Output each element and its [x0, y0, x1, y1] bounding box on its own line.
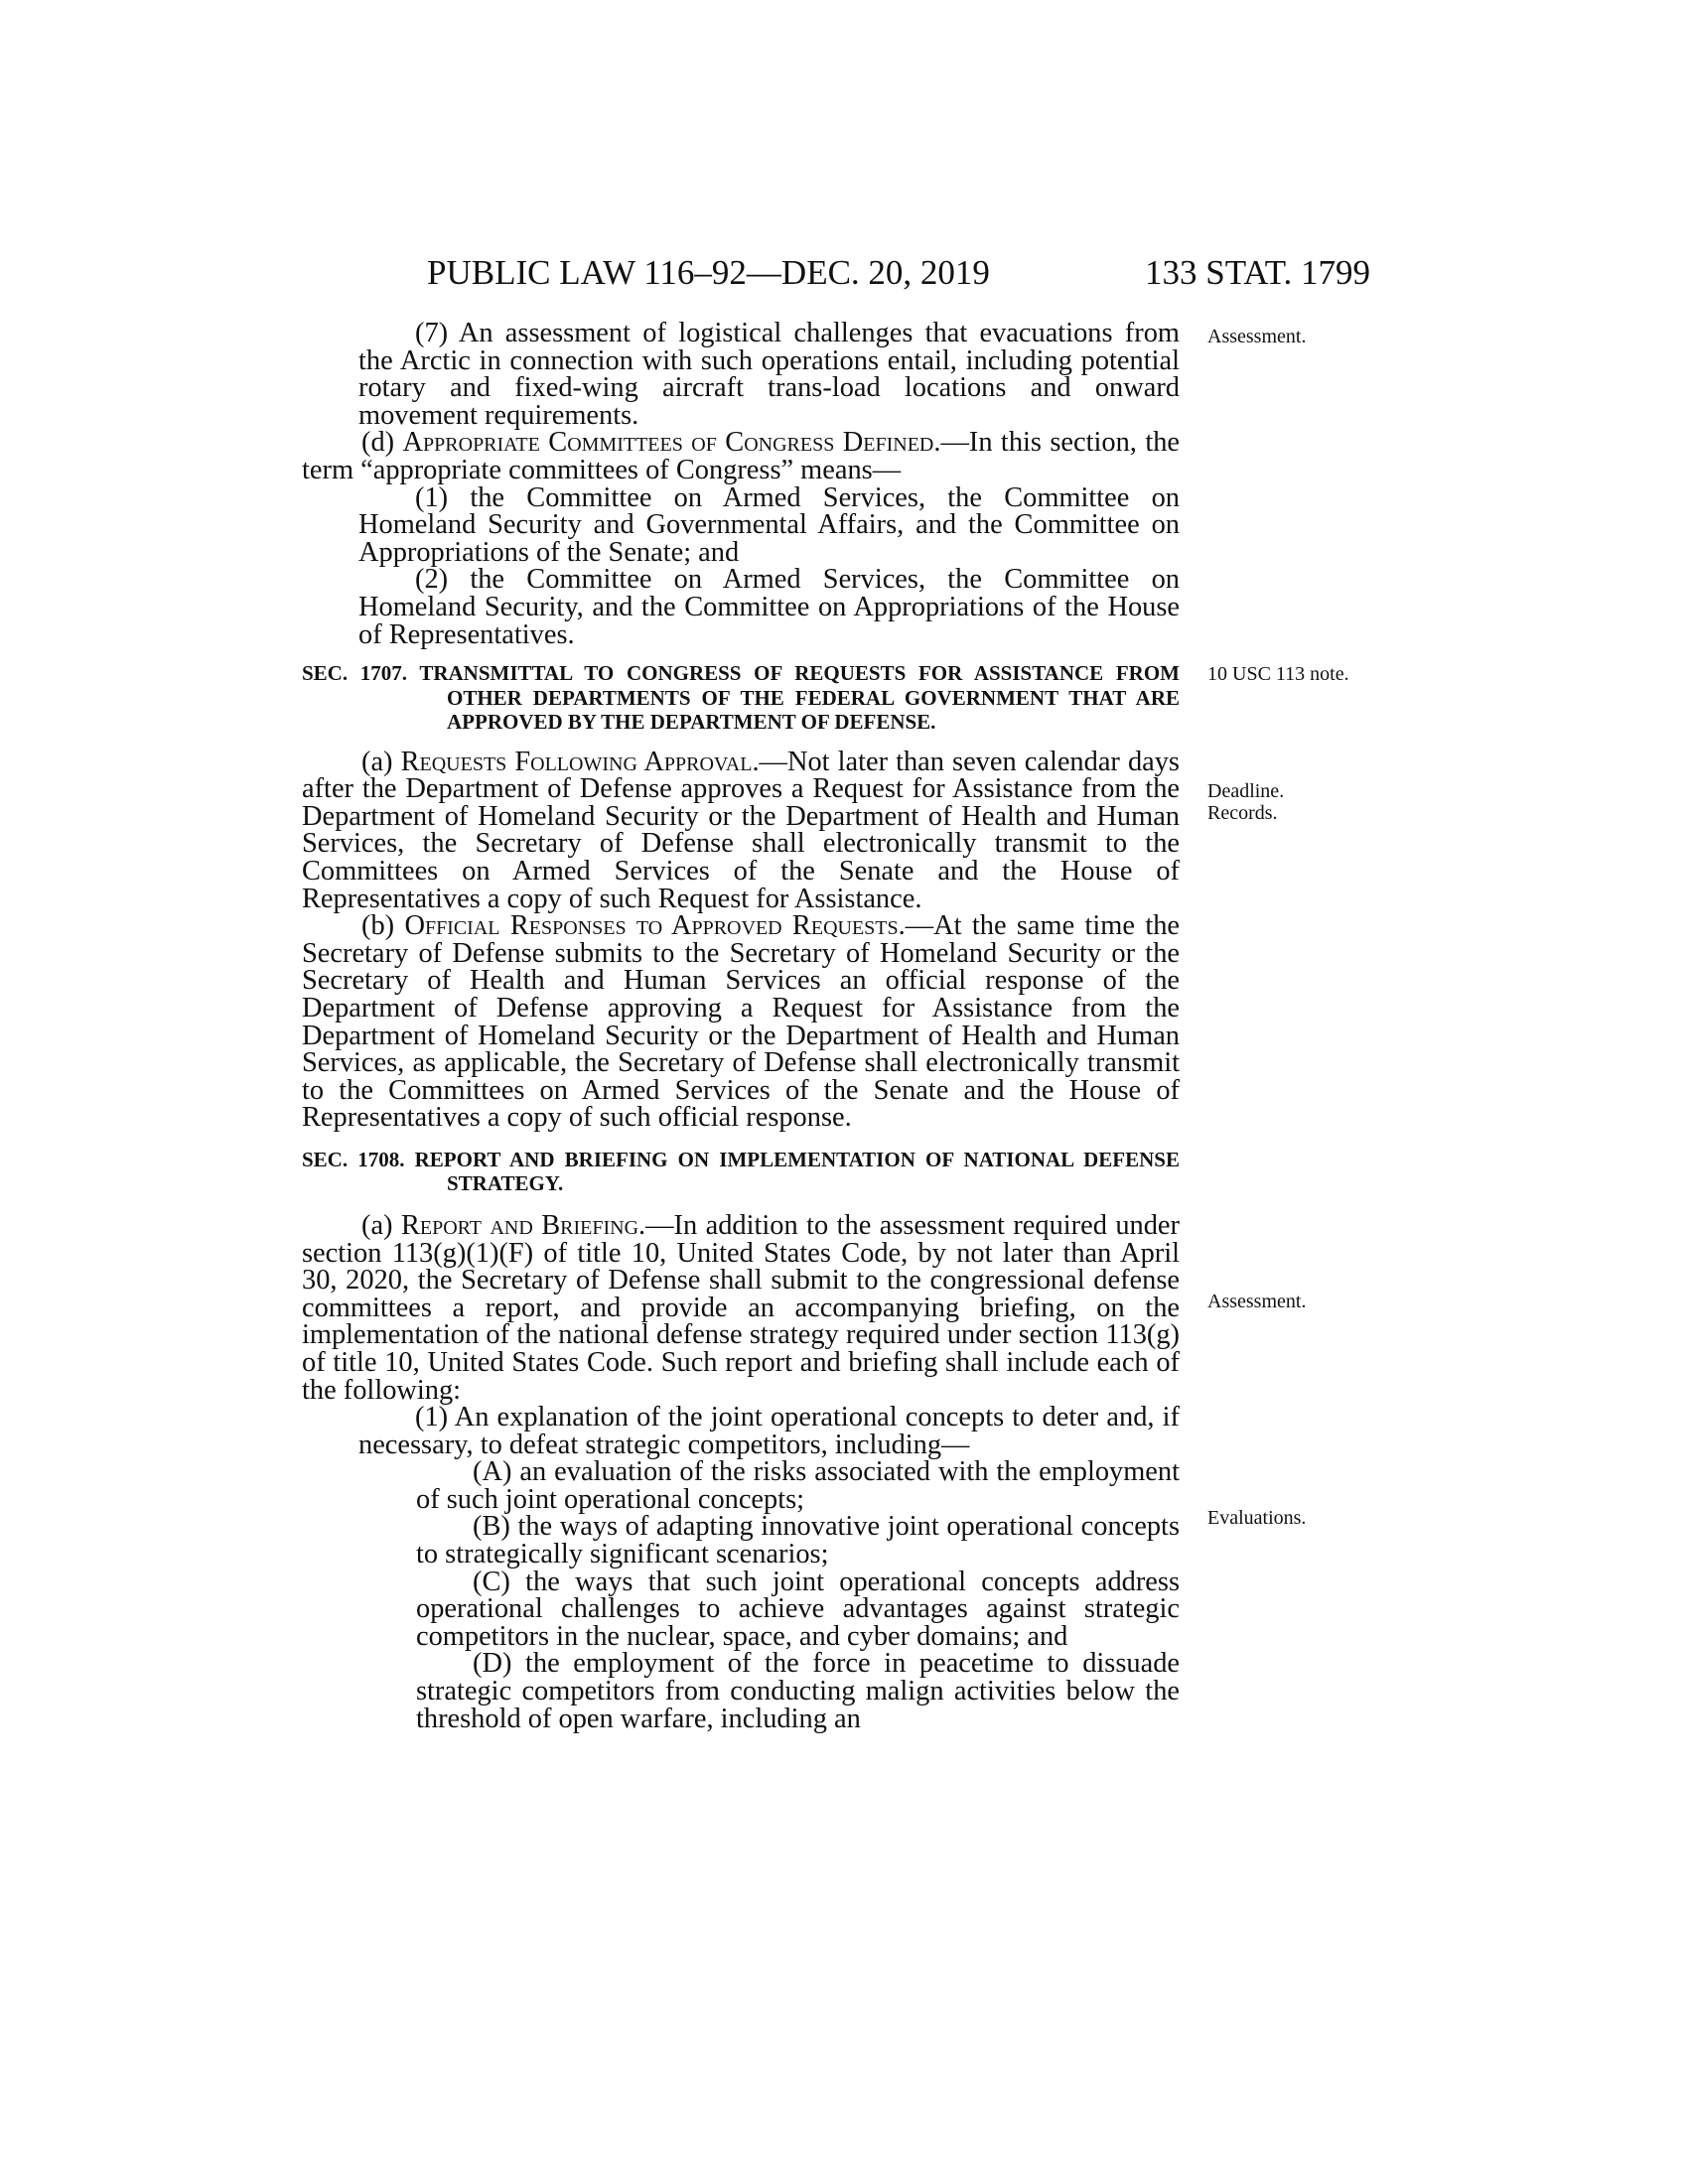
subsection-d-number: (d): [361, 427, 403, 459]
statute-page-number: 133 STAT. 1799: [1145, 253, 1370, 292]
subsection-1708-a: [302, 1209, 1180, 1406]
margin-note-deadline: Deadline.: [1207, 780, 1285, 802]
margin-note-usc: 10 USC 113 note.: [1207, 663, 1349, 685]
section-1708-heading: SEC. 1708. REPORT AND BRIEFING ON IMPLEMENTATION OF NATIONAL DEFENSE STRATEGY.: [302, 1147, 1180, 1196]
subsection-d-heading: Appropriate Committees of Congress Defined: [402, 427, 934, 459]
paragraph-d2: (2) the Committee on Armed Services, the Committee on Homeland Security, and the Committee on Appropriations of the House of Representatives.: [358, 564, 1180, 650]
subparagraph-B: (B) the ways of adapting innovative joint operational concepts to strategically significant scenarios;: [416, 1511, 1180, 1570]
paragraph-c7: (7) An assessment of logistical challenges that evacuations from the Arctic in connection with such operations entail, including potential rotary and fixed-wing aircraft trans-load locations and onward movement requirements.: [358, 318, 1180, 431]
subparagraph-A: (A) an evaluation of the risks associated with the employment of such joint operational concepts;: [416, 1456, 1180, 1515]
paragraph-1708-a1: (1) An explanation of the joint operational concepts to deter and, if necessary, to defeat strategic competitors, including—: [358, 1402, 1180, 1460]
subsection-1707-b-heading: Official Responses to Approved Requests: [404, 910, 899, 942]
subparagraph-C: (C) the ways that such joint operational concepts address operational challenges to achieve advantages against strategic competitors in the nuclear, space, and cyber domains; and: [416, 1566, 1180, 1652]
subsection-1707-a: [302, 746, 1180, 914]
margin-note-records: Records.: [1207, 802, 1278, 824]
margin-note-assessment: Assessment.: [1207, 326, 1307, 347]
subsection-d-text: .—In this section, the term “appropriate committees of Congress” means—: [302, 427, 1180, 485]
paragraph-d1: (1) the Committee on Armed Services, the Committee on Homeland Security and Governmental Affairs, and the Committee on Appropriations of the Senate; and: [358, 481, 1180, 568]
document-body: [302, 320, 1180, 1732]
subsection-1707-b-number: (b): [361, 910, 405, 942]
subsection-1707-a-number: (a): [361, 746, 401, 777]
subsection-1707-a-heading: Requests Following Approval: [400, 746, 753, 777]
subsection-1707-b: [302, 912, 1180, 1132]
margin-note-assessment-2: Assessment.: [1207, 1291, 1307, 1312]
subsection-1708-a-text: .—In addition to the assessment required under section 113(g)(1)(F) of title 10, United States Code, by not later than April 30, 2020, the Secretary of Defense shall submit to the congressional defense committees a report, and provide an accompanying briefing, on the implementation of the national defense strategy required under section 113(g) of title 10, United States Code. Such report and briefing shall include each of the following:: [302, 1209, 1180, 1406]
subparagraph-D: (D) the employment of the force in peacetime to dissuade strategic competitors from conducting malign activities below the threshold of open warfare, including an: [416, 1648, 1180, 1734]
subsection-1707-a-text: .—Not later than seven calendar days after the Department of Defense approves a Request for Assistance from the Department of Homeland Security or the Department of Health and Human Services, the Secretary of Defense shall electronically transmit to the Committees on Armed Services of the Senate and the House of Representatives a copy of such Request for Assistance.: [302, 746, 1180, 914]
page-header: [298, 253, 1370, 293]
running-head: PUBLIC LAW 116–92—DEC. 20, 2019: [427, 253, 990, 292]
subsection-1708-a-heading: Report and Briefing: [400, 1209, 639, 1241]
subsection-1707-b-text: .—At the same time the Secretary of Defense submits to the Secretary of Homeland Security or the Secretary of Health and Human Services an official response of the Department of Defense approving a Request for Assistance from the Department of Homeland Security or the Department of Health and Human Services, as applicable, the Secretary of Defense shall electronically transmit to the Committees on Armed Services of the Senate and the House of Representatives a copy of such official response.: [302, 910, 1181, 1134]
margin-note-evaluations: Evaluations.: [1207, 1507, 1307, 1529]
subsection-d: [302, 429, 1180, 483]
section-1707-heading: SEC. 1707. TRANSMITTAL TO CONGRESS OF REQUESTS FOR ASSISTANCE FROM OTHER DEPARTMENTS OF THE FEDERAL GOVERNMENT THAT ARE APPROVED BY THE DEPARTMENT OF DEFENSE.: [302, 661, 1180, 735]
subsection-1708-a-number: (a): [361, 1209, 401, 1241]
